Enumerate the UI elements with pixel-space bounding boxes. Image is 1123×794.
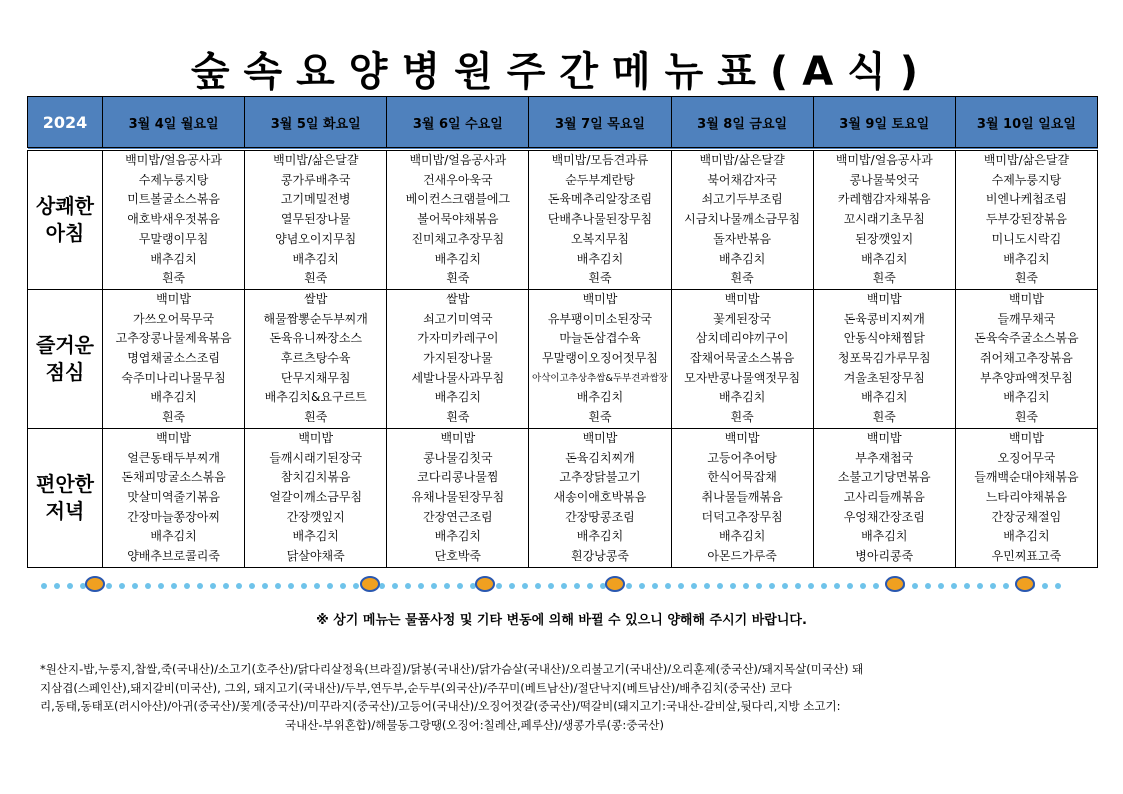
bubble-dot	[860, 583, 866, 589]
menu-item: 흰죽	[730, 271, 754, 286]
menu-item: 백미밥/얼음공사과	[125, 153, 222, 167]
menu-item: 간장연근조림	[423, 509, 493, 524]
bubble-dot	[210, 583, 216, 589]
menu-item: 흰죽	[304, 271, 328, 286]
fish-icon	[476, 577, 494, 591]
menu-item: 콩나물김칫국	[423, 450, 493, 465]
menu-cell	[387, 289, 529, 428]
bubble-dot	[431, 583, 437, 589]
menu-item: 해물짬뽕순두부찌개	[263, 311, 368, 326]
day-header: 3월 5일 화요일	[245, 97, 387, 150]
menu-item: 삼치데리야끼구이	[695, 331, 789, 346]
menu-item: 백미밥/삶은달걀	[699, 153, 785, 167]
menu-item: 콩나물북엇국	[849, 172, 920, 187]
menu-item: 배추김치	[861, 529, 908, 544]
bubble-dot	[158, 583, 164, 589]
menu-item: 된장깻잎지	[855, 231, 914, 246]
menu-item: 배추김치	[718, 529, 766, 544]
menu-item: 백미밥	[298, 430, 334, 445]
menu-item: 배추김치	[576, 529, 624, 544]
menu-item: 돈육콩비지찌개	[843, 311, 925, 326]
menu-item: 고추장콩나물제육볶음	[115, 331, 232, 346]
menu-item: 단무지채무침	[280, 370, 351, 385]
meal-label-line: 점심	[45, 359, 85, 384]
bubble-dot	[522, 583, 528, 589]
menu-item: 백미밥/모듬견과류	[551, 153, 649, 167]
menu-item: 닭살야채죽	[286, 549, 345, 564]
menu-item: 들깨백순대야채볶음	[974, 470, 1079, 485]
meal-label-line: 아침	[45, 220, 85, 245]
bubble-dot	[262, 583, 268, 589]
bubble-dot	[639, 583, 645, 589]
fish-icon	[1016, 577, 1034, 591]
bubble-dot	[951, 583, 957, 589]
fish-bubble-divider	[40, 574, 1070, 594]
menu-cell	[103, 428, 245, 567]
origin-line: 리,동태,동태포(러시아산)/아귀(중국산)/꽃게(중국산)/미꾸라지(중국산)/고등어(국내산)/오징어젓갈(중국산)/떡갈비(돼지고기:국내산-갈비살,뒷다리,지방 소고기:	[40, 699, 841, 713]
menu-item: 취나물들깨볶음	[701, 489, 783, 504]
meal-label-line: 상쾌한	[36, 193, 94, 218]
menu-item: 흰죽	[872, 410, 896, 425]
menu-item: 마늘돈삼겹수육	[559, 331, 641, 346]
menu-item: 배추김치	[150, 390, 197, 405]
menu-item: 배추김치	[292, 251, 339, 266]
bubble-dot	[444, 583, 450, 589]
bubble-dot	[405, 583, 411, 589]
bubble-dot	[1042, 583, 1048, 589]
bubble-dot	[808, 583, 814, 589]
bubble-dot	[171, 583, 177, 589]
menu-item: 흰죽	[872, 271, 896, 286]
menu-item: 청포묵김가루무침	[837, 351, 931, 366]
bubble-dot	[223, 583, 229, 589]
bubble-dot	[691, 583, 697, 589]
menu-item: 배추김치	[150, 529, 197, 544]
menu-item: 배추김치	[1003, 390, 1050, 405]
menu-item: 배추김치	[434, 529, 482, 544]
menu-item: 백미밥	[724, 291, 760, 306]
menu-item: 배추김치	[434, 251, 482, 266]
meal-label-line: 저녁	[45, 498, 85, 523]
menu-item: 열무된장나물	[280, 212, 351, 227]
bubble-dot	[678, 583, 684, 589]
bubble-dot	[834, 583, 840, 589]
bubble-dot	[548, 583, 554, 589]
menu-cell	[813, 149, 955, 289]
bubble-dot	[41, 583, 47, 589]
bubble-dot	[652, 583, 658, 589]
menu-item: 겨울초된장무침	[843, 370, 925, 385]
menu-item: 아삭이고추상추쌈&두부견과쌈장	[532, 372, 668, 384]
menu-item: 참치김치볶음	[280, 470, 351, 485]
bubble-dot	[626, 583, 632, 589]
origin-line: 지삼겹(스페인산),돼지갈비(미국산), 그외, 돼지고기(국내산)/두부,연두부,순두부(외국산)/주꾸미(베트남산)/절단낙지(베트남산)/배추김치(중국산) 코다	[40, 680, 792, 695]
menu-item: 흰강낭콩죽	[571, 549, 629, 564]
menu-cell	[813, 428, 955, 567]
bubble-dot	[743, 583, 749, 589]
menu-item: 백미밥	[156, 430, 191, 445]
bubble-dot	[795, 583, 801, 589]
bubble-dot	[288, 583, 294, 589]
day-header: 3월 6일 수요일	[387, 97, 529, 150]
menu-item: 배추김치	[434, 390, 482, 405]
menu-item: 양배추브로콜리죽	[127, 549, 220, 564]
bubble-dot	[418, 583, 424, 589]
menu-item: 배추김치	[1003, 251, 1050, 266]
menu-item: 백미밥	[156, 291, 191, 306]
menu-item: 무말랭이오징어젓무침	[542, 351, 658, 366]
menu-item: 가쓰오어묵무국	[132, 311, 215, 326]
bubble-dot	[509, 583, 515, 589]
menu-item: 백미밥	[866, 291, 902, 306]
menu-item: 쇠고기미역국	[423, 311, 493, 326]
menu-item: 미트볼굴소스볶음	[127, 192, 220, 207]
fish-icon	[886, 577, 904, 591]
menu-item: 무말랭이무침	[138, 231, 209, 246]
menu-item: 맛살미역줄기볶음	[127, 489, 220, 504]
menu-cell	[813, 289, 955, 428]
menu-item: 들깨무채국	[997, 311, 1056, 326]
page-title: 숲속요양병원주간메뉴표(A식)	[190, 49, 933, 95]
menu-item: 배추김치	[150, 251, 197, 266]
menu-item: 돈육메추리알장조림	[547, 192, 653, 207]
menu-item: 배추김치	[718, 390, 766, 405]
menu-item: 백미밥	[582, 291, 618, 306]
menu-item: 유채나물된장무침	[411, 489, 505, 504]
bubble-dot	[54, 583, 60, 589]
menu-item: 명엽채굴소스조림	[127, 351, 220, 366]
bubble-dot	[184, 583, 190, 589]
notice-text: ※ 상기 메뉴는 물품사정 및 기타 변동에 의해 바뀔 수 있으니 양해해 주시기 바랍니다.	[316, 613, 807, 628]
menu-item: 쥐어채고추장볶음	[980, 351, 1073, 366]
menu-item: 숙주미나리나물무침	[121, 370, 226, 385]
bubble-dot	[665, 583, 671, 589]
bubble-dot	[457, 583, 463, 589]
bubble-dot	[561, 583, 567, 589]
bubble-dot	[340, 583, 346, 589]
menu-item: 쌀밥	[446, 291, 470, 306]
year-header: 2024	[28, 97, 103, 150]
meal-label-line: 편안한	[36, 471, 94, 496]
menu-item: 코다리콩나물찜	[417, 470, 499, 485]
menu-item: 후르츠탕수육	[280, 351, 351, 366]
day-header: 3월 8일 금요일	[671, 97, 813, 150]
menu-item: 백미밥	[866, 430, 902, 445]
menu-item: 얼갈이깨소금무침	[269, 489, 363, 504]
meal-label	[28, 149, 103, 289]
menu-item: 배추김치&요구르트	[264, 390, 367, 405]
menu-item: 백미밥	[440, 430, 476, 445]
menu-item: 배추김치	[718, 251, 766, 266]
menu-item: 순두부계란탕	[565, 172, 635, 187]
bubble-dot	[496, 583, 502, 589]
fish-icon	[361, 577, 379, 591]
menu-item: 고기메밀전병	[280, 192, 351, 207]
meal-label	[28, 289, 103, 428]
bubble-dot	[730, 583, 736, 589]
menu-item: 쇠고기두부조림	[701, 192, 783, 207]
menu-item: 느타리야채볶음	[985, 489, 1067, 504]
menu-cell	[103, 289, 245, 428]
menu-item: 소불고기당면볶음	[837, 470, 931, 485]
bubble-dot	[106, 583, 112, 589]
menu-item: 가지된장나물	[423, 351, 493, 366]
menu-item: 볼어묵야채볶음	[417, 212, 499, 227]
bubble-dot	[249, 583, 255, 589]
origin-line: *원산지-밥,누룽지,찹쌀,죽(국내산)/소고기(호주산)/닭다리살정육(브라질)/닭봉(국내산)/닭가슴살(국내산)/오리불고기(국내산)/오리훈제(중국산)/돼지목살(미국산) 돼	[40, 662, 864, 676]
menu-item: 배추김치	[576, 251, 624, 266]
bubble-dot	[1003, 583, 1009, 589]
menu-item: 양념오이지무침	[275, 231, 357, 246]
menu-item: 모자반콩나물액젓무침	[684, 370, 801, 385]
header-row	[28, 97, 1098, 150]
menu-item: 백미밥/삶은달걀	[983, 153, 1070, 167]
menu-item: 건새우아욱국	[423, 172, 493, 187]
menu-item: 세발나물사과무침	[411, 370, 505, 385]
bubble-dot	[67, 583, 73, 589]
bubble-dot	[132, 583, 138, 589]
menu-cell	[671, 149, 813, 289]
menu-item: 흰죽	[161, 271, 186, 286]
menu-item: 오징어무국	[997, 450, 1056, 465]
menu-item: 한식어묵잡채	[707, 470, 777, 485]
menu-item: 안동식야채찜닭	[843, 331, 925, 346]
menu-item: 쌀밥	[304, 291, 328, 306]
menu-cell	[245, 289, 387, 428]
origin-line: 국내산-부위혼합)/해물동그랑땡(오징어:칠레산,페루산)/생콩가루(콩:중국산)	[285, 717, 665, 732]
menu-item: 단배추나물된장무침	[547, 212, 653, 227]
menu-item: 꼬시래기초무침	[843, 212, 925, 227]
day-header: 3월 4일 월요일	[103, 97, 245, 150]
menu-item: 백미밥/얼음공사과	[835, 153, 933, 167]
meal-row	[28, 289, 1098, 428]
bubble-dot	[119, 583, 125, 589]
menu-item: 가자미카레구이	[417, 331, 499, 346]
menu-item: 유부팽이미소된장국	[547, 311, 653, 326]
bubble-dot	[756, 583, 762, 589]
menu-item: 고추장닭불고기	[559, 470, 641, 485]
menu-item: 돈육숙주굴소스볶음	[974, 331, 1079, 346]
menu-item: 새송이애호박볶음	[553, 489, 647, 504]
bubble-dot	[782, 583, 788, 589]
menu-item: 돈육김치찌개	[565, 450, 635, 465]
menu-item: 진미채고추장무침	[411, 231, 505, 246]
menu-item: 부추양파액젓무침	[980, 370, 1073, 385]
bubble-dot	[1055, 583, 1061, 589]
bubble-dot	[769, 583, 775, 589]
menu-item: 흰죽	[1014, 410, 1039, 425]
menu-item: 흰죽	[1014, 271, 1039, 286]
bubble-dot	[964, 583, 970, 589]
menu-item: 고사리들깨볶음	[843, 489, 925, 504]
menu-item: 흰죽	[588, 410, 612, 425]
bubble-dot	[327, 583, 333, 589]
bubble-dot	[587, 583, 593, 589]
bubble-dot	[392, 583, 398, 589]
menu-cell	[671, 289, 813, 428]
bubble-dot	[236, 583, 242, 589]
menu-item: 수제누룽지탕	[991, 172, 1062, 187]
menu-item: 수제누룽지탕	[138, 172, 209, 187]
bubble-dot	[301, 583, 307, 589]
menu-item: 병아리콩죽	[855, 549, 914, 564]
menu-cell	[245, 428, 387, 567]
bubble-dot	[990, 583, 996, 589]
menu-item: 백미밥	[1009, 291, 1044, 306]
menu-item: 단호박죽	[434, 549, 482, 564]
menu-item: 흰죽	[161, 410, 186, 425]
bubble-dot	[821, 583, 827, 589]
menu-item: 간장궁채절임	[991, 509, 1062, 524]
menu-cell	[955, 289, 1097, 428]
bubble-dot	[847, 583, 853, 589]
bubble-dot	[574, 583, 580, 589]
weekly-menu-table	[27, 96, 1098, 568]
menu-item: 흰죽	[588, 271, 612, 286]
bubble-dot	[353, 583, 359, 589]
menu-item: 시금치나물깨소금무침	[684, 212, 801, 227]
menu-cell	[529, 289, 671, 428]
menu-item: 고등어추어탕	[707, 450, 777, 465]
bubble-dot	[717, 583, 723, 589]
menu-cell	[955, 149, 1097, 289]
menu-item: 간장깻잎지	[286, 509, 345, 524]
bubble-dot	[197, 583, 203, 589]
bubble-dot	[873, 583, 879, 589]
menu-item: 카레햄감자채볶음	[837, 192, 931, 207]
bubble-dot	[938, 583, 944, 589]
menu-cell	[529, 428, 671, 567]
menu-item: 애호박새우젓볶음	[127, 212, 220, 227]
menu-cell	[103, 149, 245, 289]
menu-item: 배추김치	[861, 390, 908, 405]
menu-item: 백미밥/삶은달걀	[273, 153, 359, 167]
menu-item: 베이컨스크램블에그	[405, 192, 511, 207]
bubble-dot	[912, 583, 918, 589]
menu-item: 미니도시락김	[991, 231, 1062, 246]
menu-item: 꽃게된장국	[713, 311, 772, 326]
menu-item: 오복지무침	[571, 231, 629, 246]
menu-item: 돌자반볶음	[713, 231, 772, 246]
menu-item: 흰죽	[730, 410, 754, 425]
meal-row	[28, 428, 1098, 567]
menu-item: 우엉채간장조림	[843, 509, 925, 524]
menu-item: 흰죽	[446, 410, 470, 425]
bubble-dot	[925, 583, 931, 589]
menu-item: 흰죽	[446, 271, 470, 286]
menu-item: 간장마늘쫑장아찌	[127, 509, 220, 524]
menu-item: 콩가루배추국	[280, 172, 351, 187]
menu-item: 아몬드가루죽	[707, 549, 777, 564]
menu-cell	[387, 428, 529, 567]
fish-icon	[606, 577, 624, 591]
menu-item: 배추김치	[576, 390, 624, 405]
menu-item: 두부강된장볶음	[985, 212, 1067, 227]
meal-label	[28, 428, 103, 567]
menu-item: 백미밥/얼음공사과	[409, 153, 507, 167]
menu-item: 더덕고추장무침	[701, 509, 783, 524]
menu-cell	[245, 149, 387, 289]
bubble-dot	[275, 583, 281, 589]
menu-item: 비엔나케첩조림	[985, 192, 1067, 207]
menu-item: 배추김치	[861, 251, 908, 266]
day-header: 3월 9일 토요일	[813, 97, 955, 150]
menu-item: 우민찌표고죽	[991, 549, 1062, 564]
menu-cell	[387, 149, 529, 289]
menu-item: 백미밥	[582, 430, 618, 445]
menu-item: 잡채어묵굴소스볶음	[689, 351, 795, 366]
origin-info	[40, 660, 1085, 734]
bubble-dot	[314, 583, 320, 589]
bubble-dot	[535, 583, 541, 589]
menu-item: 백미밥	[1009, 430, 1044, 445]
menu-item: 간장땅콩조림	[565, 509, 635, 524]
menu-cell	[671, 428, 813, 567]
menu-item: 부추재첩국	[855, 450, 914, 465]
day-header: 3월 7일 목요일	[529, 97, 671, 150]
menu-item: 북어채감자국	[707, 172, 777, 187]
bubble-dot	[704, 583, 710, 589]
menu-item: 들깨시래기된장국	[269, 450, 363, 465]
menu-item: 배추김치	[292, 529, 339, 544]
menu-item: 백미밥	[724, 430, 760, 445]
bubble-dot	[977, 583, 983, 589]
meal-row	[28, 149, 1098, 289]
menu-cell	[955, 428, 1097, 567]
menu-item: 얼큰동태두부찌개	[127, 450, 220, 465]
menu-item: 배추김치	[1003, 529, 1050, 544]
day-header: 3월 10일 일요일	[955, 97, 1097, 150]
meal-label-line: 즐거운	[36, 332, 94, 357]
bubble-dot	[145, 583, 151, 589]
fish-icon	[86, 577, 104, 591]
menu-item: 돈채피망굴소스볶음	[121, 470, 226, 485]
menu-item: 흰죽	[304, 410, 328, 425]
menu-item: 돈육유니짜장소스	[269, 331, 363, 346]
menu-cell	[529, 149, 671, 289]
